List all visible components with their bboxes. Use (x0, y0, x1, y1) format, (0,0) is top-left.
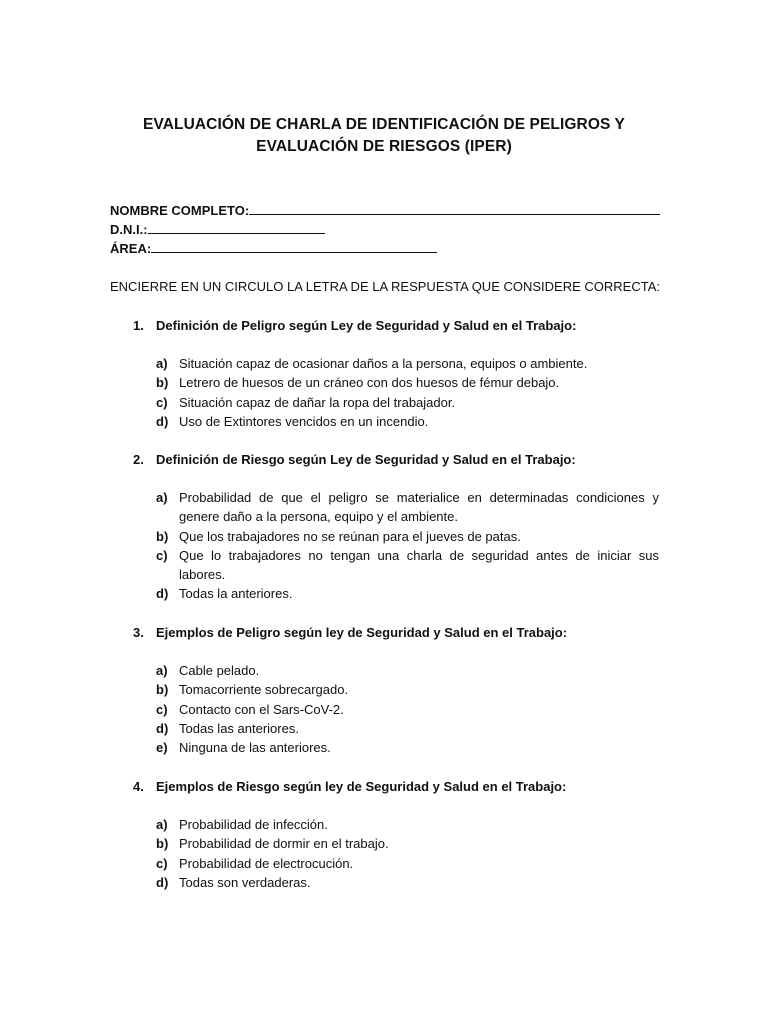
question-text: Ejemplos de Riesgo según ley de Seguridad y Salud en el Trabajo: (156, 779, 567, 794)
option-1c[interactable] (156, 393, 659, 412)
option-letter[interactable]: d) (156, 874, 169, 890)
area-blank-line[interactable] (151, 239, 437, 253)
option-text: Letrero de huesos de un cráneo con dos huesos de fémur debajo. (179, 375, 560, 391)
option-letter[interactable]: d) (156, 586, 169, 602)
question-2-options (156, 488, 659, 604)
option-letter[interactable]: b) (156, 528, 169, 544)
option-2b[interactable] (156, 527, 659, 546)
question-text: Definición de Peligro según Ley de Seguridad y Salud en el Trabajo: (156, 318, 577, 333)
option-text: Uso de Extintores vencidos en un incendio. (179, 413, 429, 429)
instruction-text: ENCIERRE EN UN CIRCULO LA LETRA DE LA RESPUESTA QUE CONSIDERE CORRECTA: (110, 279, 660, 294)
question-text: Ejemplos de Peligro según ley de Seguridad y Salud en el Trabajo: (156, 625, 568, 640)
question-1 (133, 316, 673, 335)
question-4 (133, 777, 673, 796)
option-letter[interactable]: c) (156, 701, 168, 717)
option-1d[interactable] (156, 412, 659, 431)
option-letter[interactable]: d) (156, 720, 169, 736)
option-text: Probabilidad de electrocución. (179, 855, 354, 871)
question-number: 1. (133, 318, 144, 333)
option-4d[interactable] (156, 873, 659, 892)
option-text: Contacto con el Sars-CoV-2. (179, 701, 344, 717)
option-4c[interactable] (156, 854, 659, 873)
option-2a[interactable] (156, 488, 659, 527)
option-text: Probabilidad de infección. (179, 817, 328, 832)
option-letter[interactable]: b) (156, 375, 169, 391)
question-3 (133, 623, 673, 642)
question-1-options (156, 354, 659, 431)
option-text: Tomacorriente sobrecargado. (179, 682, 349, 698)
option-text: Probabilidad de dormir en el trabajo. (179, 836, 389, 852)
dni-blank-line[interactable] (148, 220, 325, 234)
option-letter[interactable]: b) (156, 682, 169, 698)
option-2c[interactable] (156, 546, 659, 585)
option-3a[interactable] (156, 661, 659, 680)
question-number: 4. (133, 779, 144, 794)
option-text: Ninguna de las anteriores. (179, 740, 331, 756)
option-4b[interactable] (156, 834, 659, 853)
dni-label: D.N.I.: (110, 222, 148, 237)
option-text: Todas la anteriores. (179, 586, 293, 602)
option-text: Cable pelado. (179, 663, 260, 678)
question-number: 2. (133, 452, 144, 467)
option-letter[interactable]: a) (156, 356, 168, 371)
option-2d[interactable] (156, 584, 659, 603)
option-1a[interactable] (156, 354, 659, 373)
option-1b[interactable] (156, 373, 659, 392)
option-3c[interactable] (156, 700, 659, 719)
option-3d[interactable] (156, 719, 659, 738)
option-3e[interactable] (156, 738, 659, 757)
option-text: Probabilidad de que el peligro se materialice en determinadas condiciones y genere daño a la persona, equipo y el ambiente. (179, 490, 659, 525)
question-4-options (156, 815, 659, 892)
nombre-label: NOMBRE COMPLETO: (110, 203, 250, 218)
option-letter[interactable]: e) (156, 740, 168, 756)
option-letter[interactable]: c) (156, 547, 168, 563)
question-3-options (156, 661, 659, 757)
nombre-field[interactable] (110, 201, 660, 220)
option-text: Situación capaz de ocasionar daños a la persona, equipos o ambiente. (179, 356, 588, 371)
option-4a[interactable] (156, 815, 659, 834)
option-text: Que lo trabajadores no tengan una charla de seguridad antes de iniciar sus labores. (179, 547, 659, 583)
question-text: Definición de Riesgo según Ley de Seguridad y Salud en el Trabajo: (156, 452, 576, 467)
title-line-2: EVALUACIÓN DE RIESGOS (IPER) (256, 138, 512, 155)
title-line-1: EVALUACIÓN DE CHARLA DE IDENTIFICACIÓN DE PELIGROS Y (143, 116, 625, 133)
option-letter[interactable]: a) (156, 490, 168, 505)
question-number: 3. (133, 625, 144, 640)
option-text: Todas las anteriores. (179, 720, 299, 736)
option-letter[interactable]: c) (156, 855, 168, 871)
document-title (0, 114, 768, 158)
option-text: Situación capaz de dañar la ropa del trabajador. (179, 394, 456, 410)
option-text: Que los trabajadores no se reúnan para el jueves de patas. (179, 528, 521, 544)
option-text: Todas son verdaderas. (179, 874, 311, 890)
option-letter[interactable]: d) (156, 413, 169, 429)
area-field[interactable] (110, 239, 660, 258)
option-letter[interactable]: c) (156, 394, 168, 410)
personal-fields (110, 201, 660, 258)
option-letter[interactable]: a) (156, 817, 168, 832)
question-2 (133, 450, 673, 469)
option-letter[interactable]: a) (156, 663, 168, 678)
option-3b[interactable] (156, 680, 659, 699)
option-letter[interactable]: b) (156, 836, 169, 852)
nombre-blank-line[interactable] (249, 201, 660, 215)
area-label: ÁREA: (110, 241, 152, 256)
dni-field[interactable] (110, 220, 660, 239)
